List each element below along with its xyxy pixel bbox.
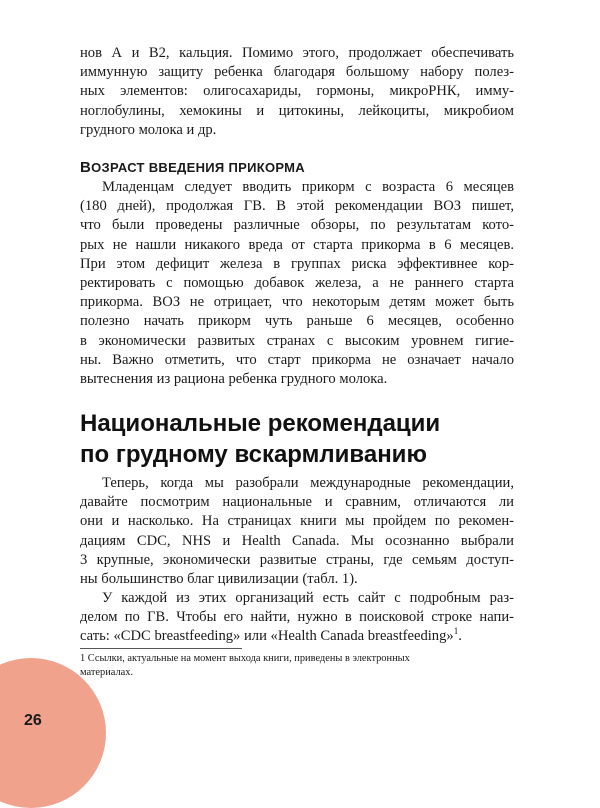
text-line: вытеснения из рациона ребенка грудного молока. — [80, 371, 388, 388]
heading-rest: ОЗРАСТ ВВЕДЕНИЯ ПРИКОРМА — [91, 160, 305, 175]
text-line: 3 крупные, экономически развитые страны, где семьям доступ- — [80, 551, 514, 568]
text-line: При этом дефицит железа в группах риска эффективнее кор- — [80, 255, 514, 272]
footnote-reference[interactable]: 1 — [453, 627, 459, 637]
sentence-end: . — [458, 628, 462, 645]
text-line: ных элементов: олигосахариды, гормоны, микроРНК, имму- — [80, 83, 514, 100]
section-paragraph — [80, 474, 514, 589]
text-line: (180 дней), продолжая ГВ. В этой рекомендации ВОЗ пишет, — [80, 198, 514, 215]
intro-paragraph — [80, 44, 514, 140]
text-line — [80, 627, 514, 646]
section-title-line: по грудному вскармливанию — [80, 441, 427, 468]
text-line: давайте посмотрим национальные и сравним, отличаются ли — [80, 494, 514, 511]
page-number: 26 — [24, 712, 42, 729]
footnote — [80, 652, 514, 679]
text-line: прикорма. ВОЗ не отрицает, что некоторым детям может быть — [80, 294, 514, 311]
footnote-line: материалах. — [80, 666, 134, 678]
text-line: полезно начать прикорм чуть раньше 6 месяцев, особенно — [80, 313, 514, 330]
text-line: грудного молока и др. — [80, 121, 217, 138]
text-line: У каждой из этих организаций есть сайт с подробным раз- — [102, 590, 514, 606]
text-line: дациям CDC, NHS и Health Canada. Мы осознанно выбрали — [80, 532, 514, 549]
text-line: иммунную защиту ребенка благодаря большому набору полез- — [80, 64, 514, 81]
footnote-divider — [80, 648, 242, 649]
text-line: ны большинство благ цивилизации (табл. 1). — [80, 571, 358, 588]
text-line: что были проведены различные обзоры, по результатам кото- — [80, 217, 514, 234]
text-line: Теперь, когда мы разобрали международные рекомендации, — [102, 475, 514, 491]
footnote-line: 1 Ссылки, актуальные на момент выхода книги, приведены в электронных — [80, 653, 410, 664]
section-paragraph — [80, 589, 514, 647]
page-corner-circle — [0, 658, 106, 808]
heading-initial: В — [80, 159, 92, 176]
subsection-body — [80, 178, 514, 389]
section-title-line: Национальные рекомендации — [80, 410, 441, 437]
section-title — [80, 408, 514, 470]
text-line: ректировать с помощью добавок железа, а не раннего старта — [80, 275, 514, 292]
text-line: нов А и В2, кальция. Помимо этого, продолжает обеспечивать — [80, 45, 514, 61]
text-line: ноглобулины, хемокины и цитокины, лейкоциты, микробиом — [80, 102, 514, 119]
text-line-content: сать: «CDC breastfeeding» или «Health Canada breastfeeding» — [80, 628, 454, 645]
text-line: в экономически развитых странах с высоким уровнем гигие- — [80, 332, 514, 349]
text-line: они и насколько. На страницах книги мы пройдем по рекомен- — [80, 513, 514, 530]
text-line: рых не нашли никакого вреда от старта прикорма в 6 месяцев. — [80, 236, 514, 253]
text-line: ны. Важно отметить, что старт прикорма не означает начало — [80, 351, 514, 368]
subsection-heading — [80, 159, 514, 177]
text-line: Младенцам следует вводить прикорм с возраста 6 месяцев — [102, 179, 514, 195]
text-line: делом по ГВ. Чтобы его найти, нужно в поисковой строке напи- — [80, 609, 514, 626]
